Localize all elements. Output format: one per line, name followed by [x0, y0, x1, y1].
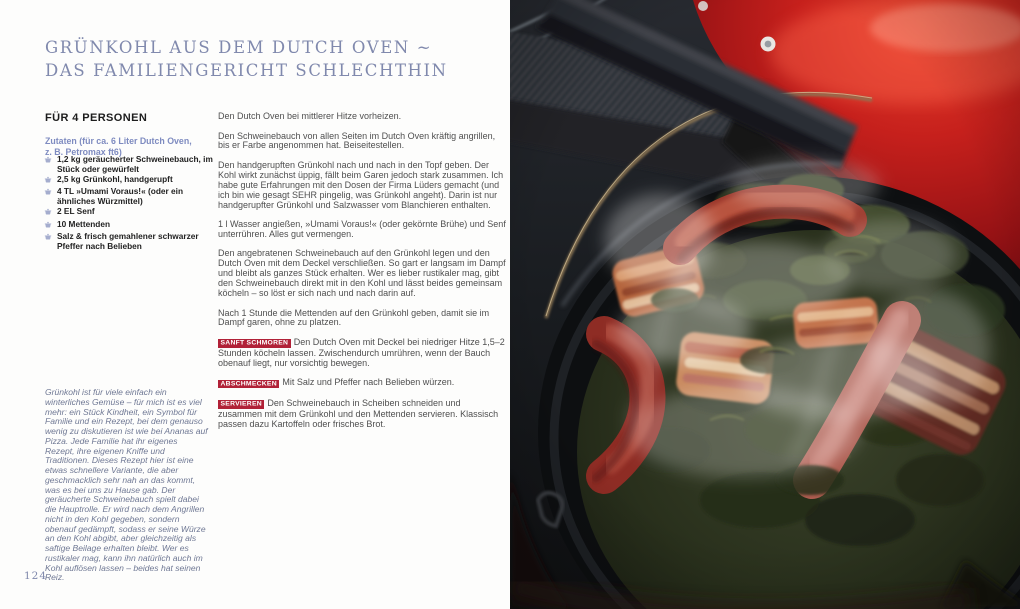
- ingredient-text: 1,2 kg geräucherter Schweinebauch, im Stück oder gewürfelt: [57, 154, 213, 174]
- title-line-1: GRÜNKOHL AUS DEM DUTCH OVEN ~: [45, 38, 433, 57]
- instruction-step: SERVIEREN Den Schweinebauch in Scheiben schneiden und zusammen mit dem Grünkohl und den Mettenden servieren. Klassisch passen dazu Kartoffeln oder frisches Brot.: [218, 397, 499, 429]
- instruction-step: 1 l Wasser angießen, »Umami Voraus!« (oder gekörnte Brühe) und Senf unterrühren. Alles gut vermengen.: [218, 219, 506, 239]
- ingredient-item: [44, 155, 219, 175]
- instructions-column: [218, 112, 507, 439]
- page-number: 124: [24, 570, 48, 582]
- ingredient-text: 2 EL Senf: [57, 206, 95, 217]
- dutch-oven-grill-photo: [510, 0, 1020, 609]
- photo-vignette: [510, 0, 1020, 609]
- recipe-note: Grünkohl ist für viele einfach ein winterliches Gemüse – für mich ist es viel mehr: ein Stück Kindheit, ein Symbol für Familie und ein Rezept, bei dem genauso wenig zu diskutieren ist wie bei Ananas auf Pizza. Jede Familie hat ihr eigenes Rezept, ihre eigenen Kniffe und Traditionen. Dieses Rezept hier ist eine etwas schnellere Variante, die aber geschmacklich sehr nah an das kommt, was es bei uns zu Hause gab. Der geräucherte Schweinebauch spielt dabei die Hauptrolle. Er wird nach dem Angrillen nicht in den Kohl gegeben, sondern obenauf gedämpft, sodass er seine Würze an den Kohl abgibt, aber gleichzeitig als saftige Beilage erhalten bleibt. Wer es rustikaler mag, kann ihn natürlich auch im Kohl auflösen lassen – beides hat seinen Reiz.: [45, 387, 208, 583]
- pot-icon: [44, 220, 53, 232]
- instruction-step: Den Schweinebauch von allen Seiten im Dutch Oven kräftig angrillen, bis er Farbe angenommen hat. Beiseitestellen.: [218, 130, 496, 151]
- ingredient-item: [44, 175, 219, 187]
- instruction-step: Den handgerupften Grünkohl nach und nach in den Topf geben. Der Kohl wirkt zunächst üppig, fällt beim Garen jedoch stark zusammen. Ich habe gute Erfahrungen mit den Dosen der Firma Lüders gemacht (und ich bin wie gesagt SEHR pingelig, was Grünkohl angeht). Darin ist nur handgerupfter Grünkohl und Salzwasser vom Blanchieren enthalten.: [218, 159, 504, 210]
- servings-heading: FÜR 4 PERSONEN: [45, 112, 148, 124]
- ingredient-item: [44, 207, 219, 219]
- step-label-badge: ABSCHMECKEN: [218, 380, 279, 389]
- instruction-step: Nach 1 Stunde die Mettenden auf den Grünkohl geben, damit sie im Dampf garen, ohne zu platzen.: [218, 307, 490, 328]
- pot-icon: [44, 155, 53, 175]
- instruction-step: SANFT SCHMOREN Den Dutch Oven mit Deckel bei niedriger Hitze 1,5–2 Stunden köcheln lassen. Zwischendurch umrühren, wenn der Bauch obenauf liegt, nur vorsichtig bewegen.: [218, 336, 505, 368]
- step-label-badge: SANFT SCHMOREN: [218, 339, 291, 348]
- instruction-step: Den angebratenen Schweinebauch auf den Grünkohl legen und den Dutch Oven mit dem Deckel verschließen. So gart er langsam im Dampf und bleibt als ganzes Stück erhalten. Wer es lieber rustikaler mag, gibt den Schweinebauch direkt mit in den Kohl und lässt beides gemeinsam köcheln – so löst er sich nach und nach darin auf.: [218, 248, 506, 299]
- page-title: [45, 36, 475, 82]
- ingredient-item: [44, 232, 219, 252]
- ingredients-list: [44, 155, 219, 252]
- ingredients-heading: Zutaten (für ca. 6 Liter Dutch Oven, z. B. Petromax ft6): [45, 136, 192, 157]
- pot-icon: [44, 207, 53, 219]
- pot-icon: [44, 187, 53, 207]
- photo-page: [510, 0, 1020, 609]
- ingredient-item: [44, 220, 219, 232]
- title-line-2: DAS FAMILIENGERICHT SCHLECHTHIN: [45, 61, 448, 80]
- step-label-badge: SERVIEREN: [218, 400, 264, 409]
- ingredient-text: 4 TL »Umami Voraus!« (oder ein ähnliches Würzmittel): [57, 186, 184, 207]
- pot-icon: [44, 232, 53, 252]
- ingredient-text: 10 Mettenden: [57, 218, 111, 229]
- pot-icon: [44, 175, 53, 187]
- ingredient-text: Salz & frisch gemahlener schwarzer Pfeffer nach Belieben: [57, 231, 199, 251]
- ingredient-item: [44, 187, 219, 207]
- ingredient-text: 2,5 kg Grünkohl, handgerupft: [57, 174, 173, 185]
- instruction-step: ABSCHMECKEN Mit Salz und Pfeffer nach Belieben würzen.: [218, 378, 507, 389]
- instruction-step: Den Dutch Oven bei mittlerer Hitze vorheizen.: [218, 111, 402, 121]
